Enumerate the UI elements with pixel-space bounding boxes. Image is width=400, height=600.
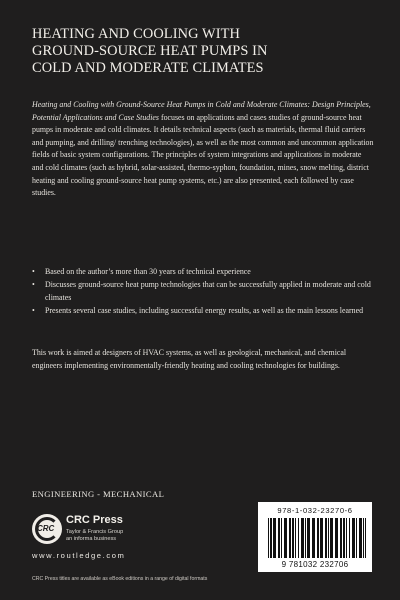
description-lead: Heating and Cooling with Ground-Source Heat Pumps in Cold and Moderate Climates: Design Principles, Potential Applications and Case Studies [32,100,371,122]
barcode-bar [281,518,282,558]
audience-statement: This work is aimed at designers of HVAC systems, as well as geological, mechanical, and chemical engineers implementing environmentally-friendly heating and cooling technologies for buildings. [32,348,347,370]
barcode-bar [365,518,366,558]
barcode-bar [271,518,272,558]
barcode-bar [363,518,364,558]
title-line: HEATING AND COOLING WITH [32,26,240,42]
barcode-bar [295,518,296,558]
barcode-bar [343,518,344,558]
publisher-website: www.routledge.com [32,551,126,560]
title-line: GROUND-SOURCE HEAT PUMPS IN [32,43,268,59]
barcode-bar [359,518,360,558]
logo-text: CRC [37,524,55,533]
ebook-footnote: CRC Press titles are available as eBook editions in a range of digital formats [32,576,208,582]
barcode-bar [356,518,357,558]
barcode-bar [290,518,291,558]
feature-list [32,266,372,318]
barcode-bar [289,518,290,558]
book-description [32,99,374,200]
barcode-bar [340,518,341,558]
crc-logo-icon [32,514,62,544]
barcode-bar [354,518,355,558]
barcode-bar [318,518,319,558]
publisher-name: CRC Press [66,514,123,526]
subject-category: ENGINEERING - MECHANICAL [32,489,165,499]
list-item: • Discusses ground-source heat pump technologies that can be successfully applied in moderate and cold climates [32,279,372,304]
publisher-block [32,512,192,556]
isbn-number: 978-1-032-23270-6 [277,506,353,515]
barcode-bar [349,518,350,558]
barcode-bar [284,518,285,558]
barcode-bar [322,518,323,558]
barcode-bar [279,518,280,558]
barcode-bar [313,518,314,558]
barcode-bar [341,518,342,558]
barcode-bar [331,518,332,558]
barcode-bars [268,518,366,558]
book-title [32,26,372,77]
barcode-bar [307,518,308,558]
barcode-digits: 9 781032 232706 [281,560,349,569]
barcode-bar [268,518,269,558]
description-body: focuses on applications and cases studies of ground-source heat pumps in moderate and cold climates. It details technical aspects (such as materials, thermal fluid carriers and pumping, and drilling/ trenching technologies), as well as the most common and uncommon application fields of basic system configurations. The principles of system integrations and applications in moderate and cold climates (such as hybrid, solar-assisted, thermo-syphon, foundation, mines, snow melting, district heating and cooling ground-source heat pump systems, etc.) are also presented, each followed by case studies. [32,112,374,198]
publisher-tagline: an informa business [66,536,117,542]
barcode-bar [346,518,347,558]
barcode-bar [335,518,336,558]
barcode-bar [352,518,353,558]
barcode-bar [278,518,279,558]
barcode-bar [275,518,276,558]
barcode-bar [274,518,275,558]
barcode-bar [344,518,345,558]
barcode-bar [353,518,354,558]
barcode-bar [270,518,271,558]
barcode-bar [308,518,309,558]
barcode-bar [325,518,326,558]
barcode-bar [336,518,337,558]
barcode-bar [298,518,299,558]
barcode-bar [302,518,303,558]
barcode-bar [361,518,362,558]
isbn-barcode [258,502,372,572]
barcode-bar [273,518,274,558]
barcode-bar [360,518,361,558]
barcode-bar [312,518,313,558]
title-line: COLD AND MODERATE CLIMATES [32,60,264,76]
barcode-bar [330,518,331,558]
barcode-bar [321,518,322,558]
barcode-bar [314,518,315,558]
barcode-bar [309,518,310,558]
barcode-bar [326,518,327,558]
barcode-bar [320,518,321,558]
barcode-bar [303,518,304,558]
barcode-bar [292,518,293,558]
barcode-bar [317,518,318,558]
list-item: • Presents several case studies, including successful energy results, as well as the main lessons learned [32,305,372,318]
publisher-group: Taylor & Francis Group [66,529,124,535]
list-item: • Based on the author’s more than 30 years of technical experience [32,266,372,279]
barcode-bar [286,518,287,558]
barcode-bar [301,518,302,558]
barcode-bar [337,518,338,558]
barcode-bar [332,518,333,558]
barcode-bar [328,518,329,558]
barcode-bar [305,518,306,558]
barcode-bar [285,518,286,558]
barcode-bar [293,518,294,558]
